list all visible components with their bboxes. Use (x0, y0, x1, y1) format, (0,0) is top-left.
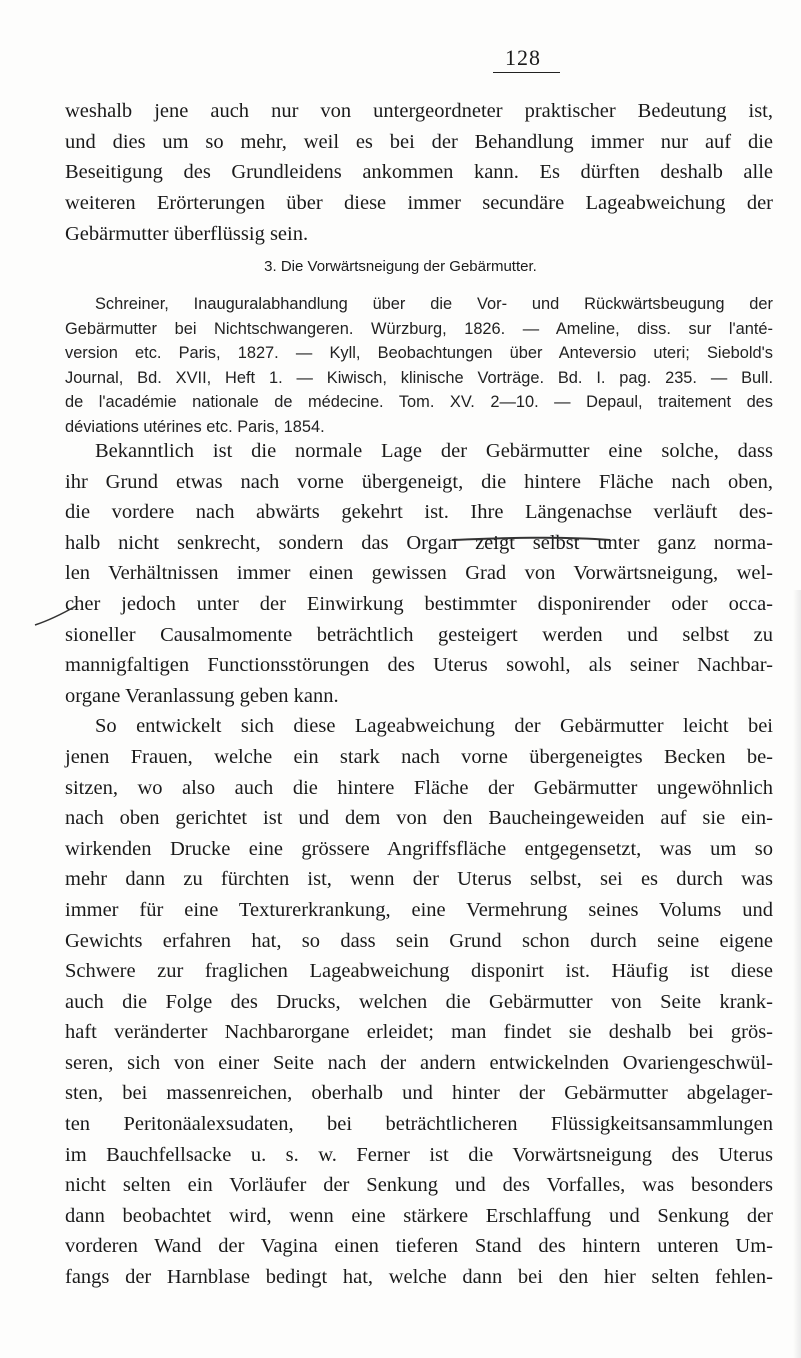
text-line: Schwere zur fraglichen Lageabweichung disponirt ist. Häufig ist diese (65, 960, 773, 983)
text-line: nicht selten ein Vorläufer der Senkung und des Vorfalles, was besonders (65, 1174, 773, 1197)
text-line: nach oben gerichtet ist und dem von den Baucheingeweiden auf sie ein- (65, 807, 773, 830)
text-line: organe Veranlassung geben kann. (65, 684, 339, 707)
text-line: Beseitigung des Grundleidens ankommen kann. Es dürften deshalb alle (65, 161, 773, 184)
text-line: weiteren Erörterungen über diese immer secundäre Lageabweichung der (65, 192, 773, 215)
text-line: auch die Folge des Drucks, welchen die Gebärmutter von Seite krank- (65, 990, 773, 1013)
text-line: sitzen, wo also auch die hintere Fläche der Gebärmutter ungewöhnlich (65, 776, 773, 799)
text-line: ten Peritonäalexsudaten, bei beträchtlicheren Flüssigkeitsansammlungen (65, 1113, 773, 1136)
reference-line: Journal, Bd. XVII, Heft 1. — Kiwisch, klinische Vorträge. Bd. I. pag. 235. — Bull. (65, 368, 773, 387)
text-line: So entwickelt sich diese Lageabweichung der Gebärmutter leicht bei (95, 715, 773, 738)
text-line: Gebärmutter überflüssig sein. (65, 222, 309, 245)
text-line: fangs der Harnblase bedingt hat, welche dann bei den hier selten fehlen- (65, 1266, 773, 1289)
text-line: haft veränderter Nachbarorgane erleidet; man findet sie deshalb bei grös- (65, 1021, 773, 1044)
text-line: Bekanntlich ist die normale Lage der Gebärmutter eine solche, dass (95, 440, 773, 462)
page-number: 128 (505, 45, 541, 70)
text-line: immer für eine Texturerkrankung, eine Vermehrung seines Volums und (65, 898, 773, 921)
text-line: Gewichts erfahren hat, so dass sein Grund schon durch seine eigene (65, 929, 773, 952)
page-edge-shadow (793, 590, 801, 1358)
text-line: dann beobachtet wird, wenn eine stärkere Erschlaffung und Senkung der (65, 1204, 773, 1227)
text-line: sioneller Causalmomente beträchtlich gesteigert werden und selbst zu (65, 623, 773, 646)
text-line: len Verhältnissen immer einen gewissen Grad von Vorwärtsneigung, wel- (65, 562, 773, 585)
text-line: im Bauchfellsacke u. s. w. Ferner ist die Vorwärtsneigung des Uterus (65, 1143, 773, 1166)
text-line: mehr dann zu fürchten ist, wenn der Uterus selbst, sei es durch was (65, 868, 773, 891)
text-line: vorderen Wand der Vagina einen tieferen Stand des hintern unteren Um- (65, 1235, 773, 1258)
text-line: mannigfaltigen Functionsstörungen des Uterus sowohl, als seiner Nachbar- (65, 654, 773, 677)
text-line: weshalb jene auch nur von untergeordneter praktischer Bedeutung ist, (65, 100, 773, 122)
text-line: jenen Frauen, welche ein stark nach vorne übergeneigtes Becken be- (65, 745, 773, 768)
text-line: sten, bei massenreichen, oberhalb und hinter der Gebärmutter abgelager- (65, 1082, 773, 1105)
reference-line: Schreiner, Inauguralabhandlung über die Vor- und Rückwärtsbeugung der (95, 295, 773, 313)
text-line: wirkenden Drucke eine grössere Angriffsfläche entgegensetzt, was um so (65, 837, 773, 860)
text-line: seren, sich von einer Seite nach der andern entwickelnden Ovariengeschwül- (65, 1051, 773, 1074)
reference-line: version etc. Paris, 1827. — Kyll, Beobachtungen über Anteversio uteri; Siebold's (65, 344, 773, 362)
reference-line: déviations utérines etc. Paris, 1854. (65, 417, 325, 436)
section-heading: 3. Die Vorwärtsneigung der Gebärmutter. (264, 258, 537, 275)
text-line: ihr Grund etwas nach vorne übergeneigt, die hintere Fläche nach oben, (65, 470, 773, 493)
text-line: cher jedoch unter der Einwirkung bestimmter disponirender oder occa- (65, 592, 773, 615)
text-line: halb nicht senkrecht, sondern das Organ zeigt selbst unter ganz norma- (65, 531, 773, 554)
reference-line: de l'académie nationale de médecine. Tom. XV. 2—10. — Depaul, traitement des (65, 393, 773, 411)
text-line: die vordere nach abwärts gekehrt ist. Ihre Längenachse verläuft des- (65, 501, 773, 524)
reference-line: Gebärmutter bei Nichtschwangeren. Würzburg, 1826. — Ameline, diss. sur l'anté- (65, 319, 773, 338)
text-line: und dies um so mehr, weil es bei der Behandlung immer nur auf die (65, 130, 773, 153)
